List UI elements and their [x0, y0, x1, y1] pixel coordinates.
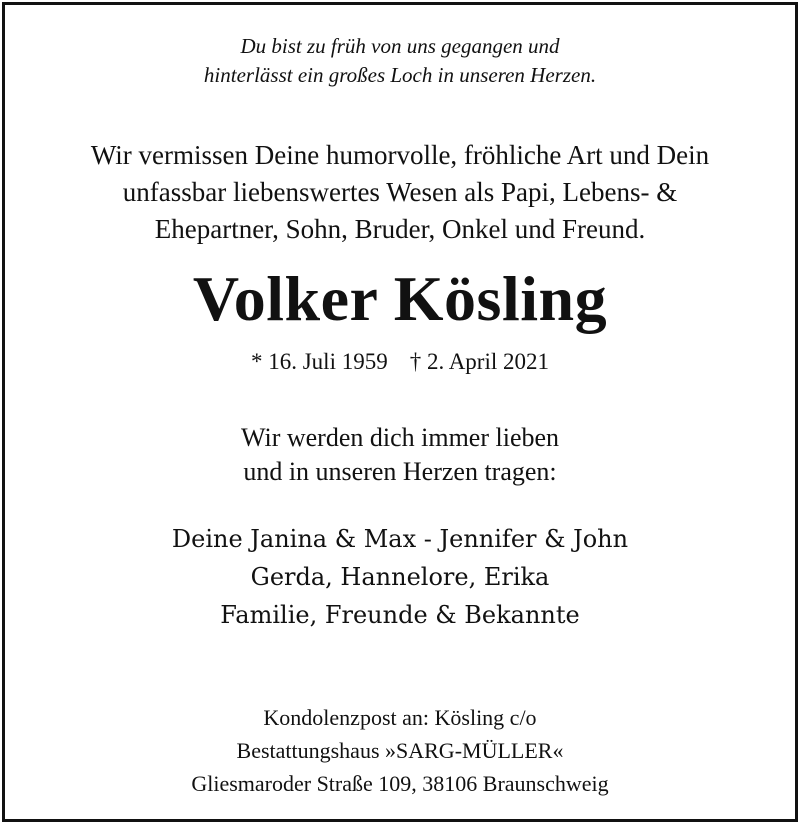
deceased-name: Volker Kösling	[192, 263, 608, 334]
mourner-line: Gerda, Hannelore, Erika	[250, 563, 550, 591]
farewell-line: und in unseren Herzen tragen:	[243, 457, 557, 486]
condolence-address	[5, 701, 795, 800]
life-dates	[5, 347, 795, 377]
death-date: † 2. April 2021	[409, 349, 549, 374]
farewell-line: Wir werden dich immer lieben	[240, 423, 560, 452]
contact-line: Bestattungshaus »SARG-MÜLLER«	[236, 738, 564, 763]
intro-line: Wir vermissen Deine humorvolle, fröhliche Art und Dein	[90, 140, 710, 170]
opening-quote	[5, 32, 795, 90]
farewell-text	[5, 421, 795, 489]
quote-line: Du bist zu früh von uns gegangen und	[240, 34, 560, 58]
birth-date: * 16. Juli 1959	[250, 349, 388, 374]
mourner-line: Familie, Freunde & Bekannte	[220, 601, 580, 629]
intro-paragraph	[5, 137, 795, 248]
obituary-notice	[2, 2, 798, 822]
mourners-list	[5, 520, 795, 634]
intro-line: Ehepartner, Sohn, Bruder, Onkel und Freund.	[154, 214, 646, 244]
contact-line: Gliesmaroder Straße 109, 38106 Braunschweig	[191, 771, 609, 796]
contact-line: Kondolenzpost an: Kösling c/o	[263, 705, 537, 730]
intro-line: unfassbar liebenswertes Wesen als Papi, Lebens- &	[122, 177, 678, 207]
mourner-line: Deine Janina & Max - Jennifer & John	[171, 525, 629, 553]
quote-line: hinterlässt ein großes Loch in unseren Herzen.	[203, 63, 597, 87]
